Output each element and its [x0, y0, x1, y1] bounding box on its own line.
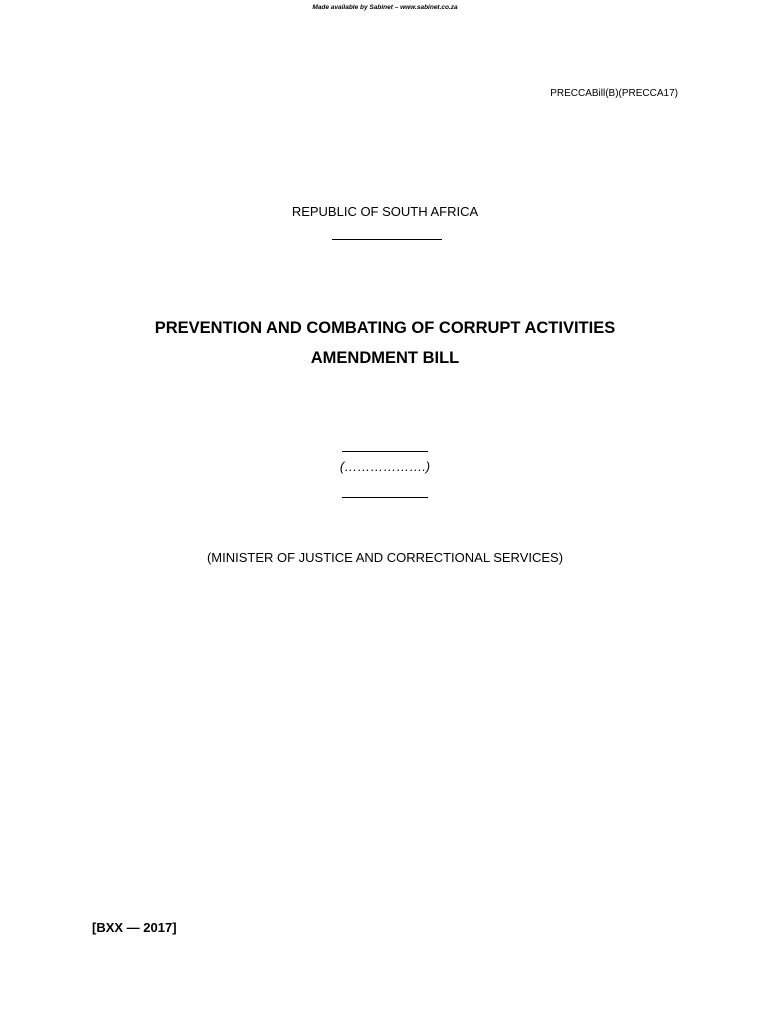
- bill-number-top-divider: [342, 451, 428, 452]
- country-heading: REPUBLIC OF SOUTH AFRICA: [291, 204, 479, 219]
- bill-title-line-1: PREVENTION AND COMBATING OF CORRUPT ACTIVITIES: [154, 319, 616, 337]
- bill-reference: [BXX — 2017]: [92, 920, 177, 935]
- bill-number-placeholder: (……………….): [339, 459, 431, 474]
- bill-title-line-2: AMENDMENT BILL: [310, 349, 460, 367]
- document-code: PRECCABill(B)(PRECCA17): [550, 88, 678, 99]
- country-underline-divider: [332, 239, 442, 240]
- sponsoring-minister: (MINISTER OF JUSTICE AND CORRECTIONAL SERVICES): [206, 550, 564, 565]
- sabinet-watermark: Made available by Sabinet – www.sabinet.co.za: [312, 4, 458, 11]
- bill-number-bottom-divider: [342, 497, 428, 498]
